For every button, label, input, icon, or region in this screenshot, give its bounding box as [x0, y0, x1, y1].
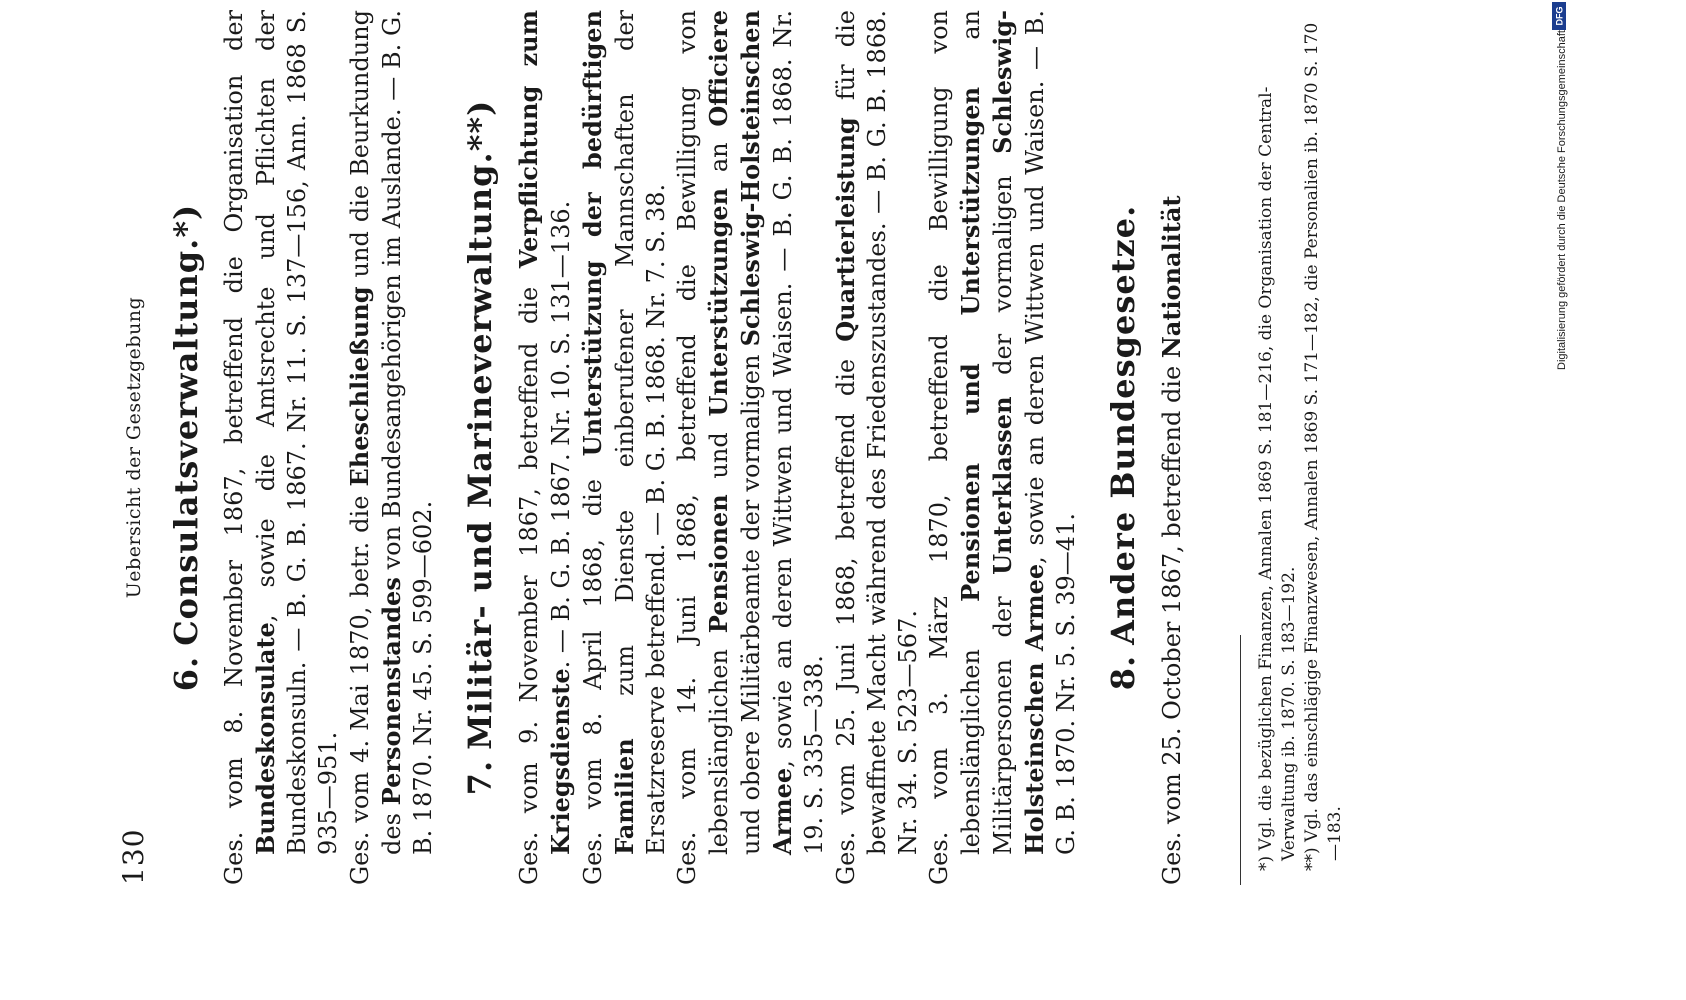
digitization-sidebar [1550, 0, 1580, 1000]
section-title: Militär- und Marineverwaltung.**) [461, 99, 499, 750]
section-number: 6. [167, 655, 205, 692]
bold-term: Pensionen [704, 494, 733, 634]
bold-term: Schleswig-Holsteinschen Armee [736, 10, 797, 855]
dfg-logo-text: DFG [1554, 6, 1564, 26]
bold-term: Schleswig-Holsteinschen Armee [988, 10, 1049, 855]
entry-text: für die bewaffnete Macht während des Friedenszustandes. — B. G. B. 1868. Nr. 34. S. 523—567. [832, 9, 922, 855]
entry-text: und die Beurkundung des [346, 10, 406, 855]
section-heading [1104, 10, 1142, 885]
dfg-logo-icon [1552, 2, 1566, 30]
section [1104, 10, 1188, 885]
entry-text: Ges. vom 3. März 1870, betreffend die Bewilligung von lebenslänglichen [925, 10, 985, 885]
digitization-credit: Digitalisierung gefördert durch die Deutsche Forschungsgemeinschaft [1556, 30, 1568, 370]
entry-text: , sowie an deren Wittwen und Waisen. — B. G. B. 1870. Nr. 5. S. 39—41. [1021, 10, 1080, 855]
entry-text: von Bundesangehörigen im Auslande. — B. G. B. 1870. Nr. 45. S. 599—602. [378, 10, 437, 855]
entry-text: , sowie an deren Wittwen und Waisen. — B. G. B. 1868. Nr. 19. S. 335—338. [769, 10, 828, 855]
entry-text: zum Dienste einberufener Mannschaften der Ersatzreserve betreffend. — B. G. B. 1868. Nr. 7. S. 38. [611, 10, 670, 855]
bold-term: Pensionen und Unterstützungen [956, 86, 985, 602]
law-entry [672, 10, 830, 885]
scanned-page [115, 0, 1375, 925]
body-text [167, 10, 1210, 885]
entry-text: und [705, 416, 733, 495]
running-head [115, 10, 155, 885]
bold-term: Quartierleistung [831, 117, 860, 342]
entry-text: Ges. vom 25. Juni 1868, betreffend die [832, 341, 860, 885]
bold-term: Unterklassen [988, 396, 1017, 575]
bold-term: Bundeskonsulate [251, 622, 280, 855]
entry-text: der vormaligen [989, 153, 1017, 397]
footnote-rule [1240, 635, 1241, 885]
section-heading [167, 10, 205, 885]
bold-term: Personenstandes [377, 577, 406, 806]
section-title: Andere Bundesgesetze. [1104, 204, 1142, 645]
running-title: Uebersicht der Gesetzgebung [123, 296, 145, 599]
entry-text: an [705, 126, 733, 188]
law-entry [219, 10, 344, 885]
page-number: 130 [117, 828, 150, 885]
section-number: 8. [1104, 654, 1142, 691]
entry-text: Ges. vom 25. October 1867, betreffend die [1158, 358, 1186, 885]
law-entry [513, 10, 577, 885]
section-number: 7. [461, 759, 499, 796]
bold-term: Unterstützung der bedürftigen Familien [578, 10, 639, 855]
section [167, 10, 439, 885]
footnote: *) Vgl. die bezüglichen Finanzen, Annalen 1869 S. 181—216, die Organisation der Central-Verwaltung ib. 1870. S. 183—192. [1256, 86, 1299, 871]
bold-term: Nationalität [1157, 195, 1186, 359]
entry-text: Ges. vom 14. Juni 1868, betreffend die Bewilligung von lebenslänglichen [673, 10, 733, 885]
section [461, 10, 1082, 885]
entry-text: , sowie die Amtsrechte und Pflichten der Bundeskonsuln. — B. G. B. 1867. Nr. 11. S. 137—156, Ann. 1868 S. 935—951. [252, 10, 342, 855]
section-heading [461, 10, 499, 885]
law-entry [924, 10, 1082, 885]
entry-text: an Militärpersonen der [957, 10, 1017, 855]
law-entry [1156, 10, 1188, 885]
footnotes [1240, 10, 1347, 885]
law-entry [577, 10, 672, 885]
entry-text: Ges. vom 9. November 1867, betreffend die [515, 268, 543, 885]
footnote: **) Vgl. das einschlägige Finanzwesen, Annalen 1869 S. 171—182, die Personalien ib. 1870 S. 170—183. [1302, 22, 1345, 871]
entry-text: Ges. vom 4. Mai 1870, betr. die [346, 486, 374, 885]
bold-term: Verpflichtung zum Kriegsdienste [514, 10, 575, 855]
section-title: Consulatsverwaltung.*) [167, 203, 205, 646]
bold-term: Officiere [704, 9, 733, 127]
entry-text: . — B. G. B. 1867. Nr. 10. S. 131—136. [547, 200, 575, 669]
law-entry [830, 10, 924, 885]
bold-term: Unterstützungen [704, 187, 733, 417]
entry-text: Ges. vom 8. November 1867, betreffend die Organisation der [220, 10, 248, 885]
entry-text: und obere Militärbeamte der vormaligen [737, 346, 765, 855]
bold-term: Eheschließung [345, 286, 374, 487]
law-entry [344, 10, 439, 885]
entry-text: Ges. vom 8. April 1868, die [579, 456, 607, 885]
